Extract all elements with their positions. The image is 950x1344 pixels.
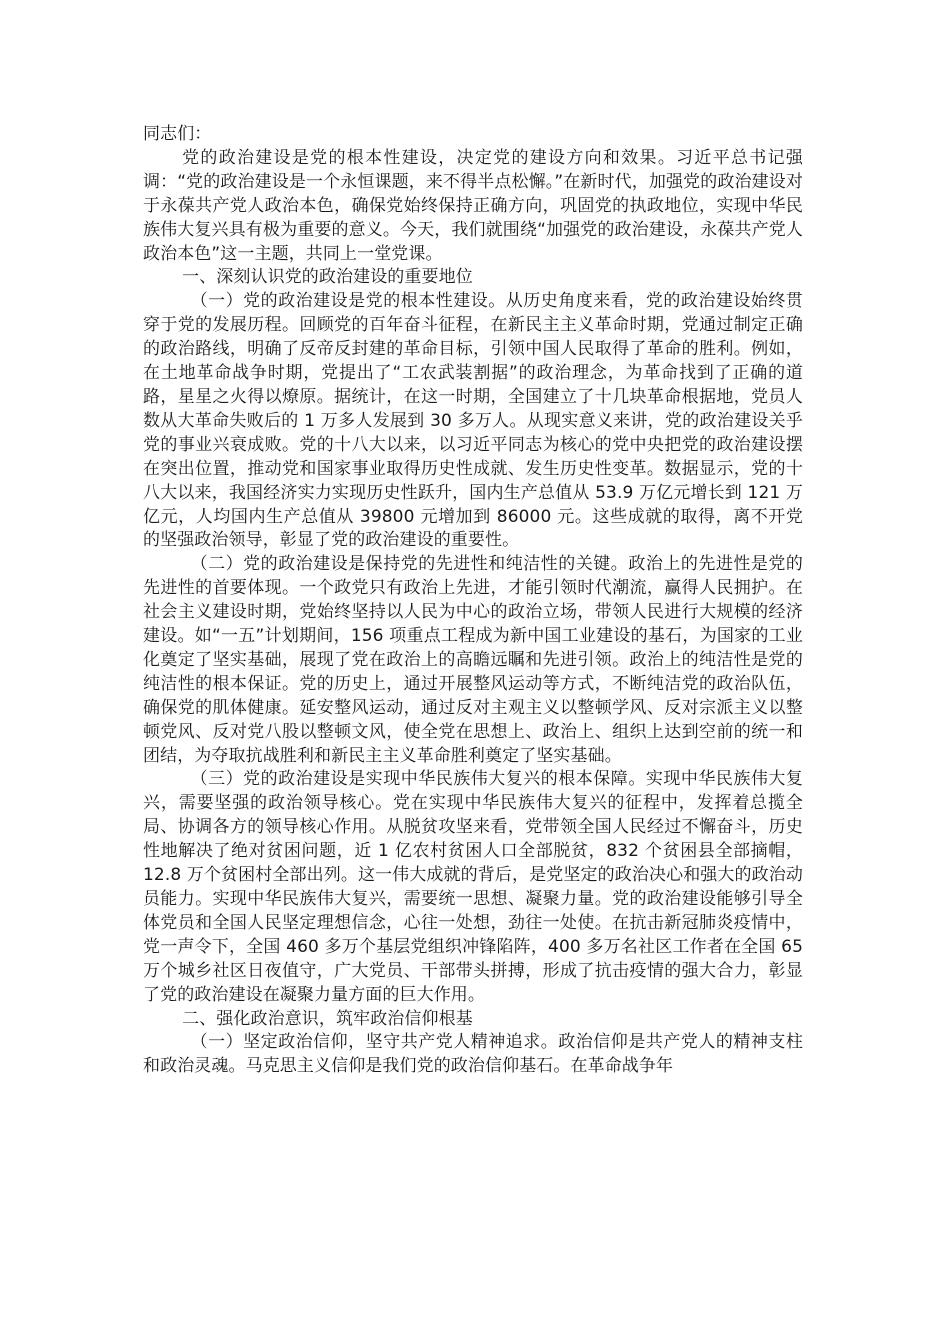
subsection-1-2: （二）党的政治建设是保持党的先进性和纯洁性的关键。政治上的先进性是党的先进性的首要体现。一个政党只有政治上先进，才能引领时代潮流，赢得人民拥护。在社会主义建设时期，党始终坚持以人民为中心的政治立场，带领人民进行大规模的经济建设。如“一五”计划期间，156 项重点工程成为新中国工业建设的基石，为国家的工业化奠定了坚实基础，展现了党在政治上的高瞻远瞩和先进引领。政治上的纯洁性是党的纯洁性的根本保证。党的历史上，通过开展整风运动等方式，不断纯洁党的政治队伍，确保党的肌体健康。延安整风运动，通过反对主观主义以整顿学风、反对宗派主义以整顿党风、反对党八股以整顿文风，使全党在思想上、政治上、组织上达到空前的统一和团结，为夺取抗战胜利和新民主主义革命胜利奠定了坚实基础。 [143, 554, 803, 766]
document-page [143, 123, 803, 1079]
section-heading-2: 二、强化政治意识，筑牢政治信仰根基 [182, 1008, 473, 1029]
subsection-2-1: （一）坚定政治信仰，坚守共产党人精神追求。政治信仰是共产党人的精神支柱和政治灵魂。马克思主义信仰是我们党的政治信仰基石。在革命战争年 [143, 1032, 803, 1077]
intro-paragraph: 党的政治建设是党的根本性建设，决定党的建设方向和效果。习近平总书记强调：“党的政治建设是一个永恒课题，来不得半点松懈。”在新时代，加强党的政治建设对于永葆共产党人政治本色，确保党始终保持正确方向，巩固党的执政地位，实现中华民族伟大复兴具有极为重要的意义。今天，我们就围绕“加强党的政治建设，永葆共产党人政治本色”这一主题，共同上一堂党课。 [143, 147, 803, 264]
subsection-1-3: （三）党的政治建设是实现中华民族伟大复兴的根本保障。实现中华民族伟大复兴，需要坚强的政治领导核心。党在实现中华民族伟大复兴的征程中，发挥着总揽全局、协调各方的领导核心作用。从脱贫攻坚来看，党带领全国人民经过不懈奋斗，历史性地解决了绝对贫困问题，近 1 亿农村贫困人口全部脱贫，832 个贫困县全部摘帽，12.8 万个贫困村全部出列。这一伟大成就的背后，是党坚定的政治决心和强大的政治动员能力。实现中华民族伟大复兴，需要统一思想、凝聚力量。党的政治建设能够引导全体党员和全国人民坚定理想信念，心往一处想，劲往一处使。在抗击新冠肺炎疫情中，党一声令下，全国 460 多万个基层党组织冲锋陷阵，400 多万名社区工作者在全国 65 万个城乡社区日夜值守，广大党员、干部带头拼搏，形成了抗击疫情的强大合力，彰显了党的政治建设在凝聚力量方面的巨大作用。 [143, 769, 803, 1005]
subsection-1-1: （一）党的政治建设是党的根本性建设。从历史角度来看，党的政治建设始终贯穿于党的发展历程。回顾党的百年奋斗征程，在新民主主义革命时期，党通过制定正确的政治路线，明确了反帝反封建的革命目标，引领中国人民取得了革命的胜利。例如，在土地革命战争时期，党提出了“工农武装割据”的政治理念，为革命找到了正确的道路，星星之火得以燎原。据统计，在这一时期，全国建立了十几块革命根据地，党员人数从大革命失败后的 1 万多人发展到 30 多万人。从现实意义来讲，党的政治建设关乎党的事业兴衰成败。党的十八大以来，以习近平同志为核心的党中央把党的政治建设摆在突出位置，推动党和国家事业取得历史性成就、发生历史性变革。数据显示，党的十八大以来，我国经济实力实现历史性跃升，国内生产总值从 53.9 万亿元增长到 121 万亿元，人均国内生产总值从 39800 元增加到 86000 元。这些成就的取得，离不开党的坚强政治领导，彰显了党的政治建设的重要性。 [143, 291, 803, 551]
section-heading-1: 一、深刻认识党的政治建设的重要地位 [182, 267, 473, 288]
salutation: 同志们： [143, 124, 212, 144]
